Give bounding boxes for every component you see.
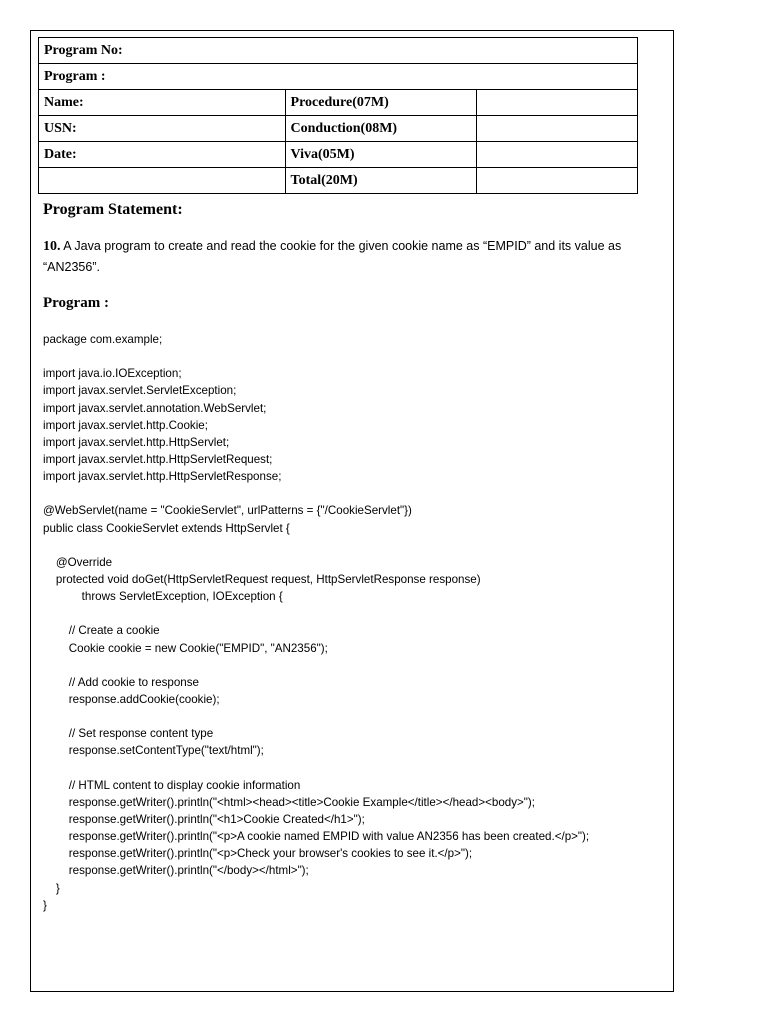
statement-number: 10. bbox=[43, 239, 61, 254]
code-line: package com.example; bbox=[43, 333, 163, 346]
code-line: public class CookieServlet extends HttpServlet { bbox=[43, 521, 290, 535]
program-no-row bbox=[39, 38, 638, 64]
code-line: import javax.servlet.http.HttpServlet; bbox=[43, 435, 230, 449]
code-line: import javax.servlet.ServletException; bbox=[43, 384, 237, 398]
code-line bbox=[43, 657, 663, 674]
code-line: response.addCookie(cookie); bbox=[43, 692, 220, 706]
code-line bbox=[43, 760, 663, 777]
code-line: @Override bbox=[43, 555, 113, 569]
name-row bbox=[39, 90, 638, 116]
code-line: // HTML content to display cookie information bbox=[43, 778, 301, 792]
code-line: import javax.servlet.http.HttpServletResponse; bbox=[43, 470, 282, 484]
date-row bbox=[39, 142, 638, 168]
code-line: throws ServletException, IOException { bbox=[43, 590, 283, 604]
code-line bbox=[43, 348, 663, 365]
total-label: Total(20M) bbox=[285, 168, 477, 194]
code-line: @WebServlet(name = "CookieServlet", urlPatterns = {"/CookieServlet"}) bbox=[43, 504, 412, 518]
code-listing bbox=[43, 331, 663, 914]
conduction-marks-cell bbox=[477, 116, 638, 142]
code-line: response.getWriter().println("<p>A cookie named EMPID with value AN2356 has been created.</p>"); bbox=[43, 830, 590, 844]
marks-header-table bbox=[38, 37, 638, 194]
code-line: Cookie cookie = new Cookie("EMPID", "AN2356"); bbox=[43, 641, 328, 655]
total-row bbox=[39, 168, 638, 194]
usn-row bbox=[39, 116, 638, 142]
procedure-label: Procedure(07M) bbox=[285, 90, 477, 116]
program-statement-heading: Program Statement: bbox=[43, 201, 183, 218]
code-line: import javax.servlet.annotation.WebServlet; bbox=[43, 401, 267, 415]
code-line: response.setContentType("text/html"); bbox=[43, 744, 264, 758]
date-label: Date: bbox=[39, 142, 286, 168]
code-line bbox=[43, 485, 663, 502]
program-heading: Program : bbox=[43, 295, 109, 311]
code-line: import java.io.IOException; bbox=[43, 367, 182, 381]
empty-cell bbox=[39, 168, 286, 194]
program-row bbox=[39, 64, 638, 90]
code-line bbox=[43, 605, 663, 622]
code-line: import javax.servlet.http.Cookie; bbox=[43, 418, 208, 432]
code-line: } bbox=[43, 881, 60, 895]
program-label: Program : bbox=[39, 64, 638, 90]
code-line: // Add cookie to response bbox=[43, 675, 199, 689]
conduction-label: Conduction(08M) bbox=[285, 116, 477, 142]
code-line: response.getWriter().println("<p>Check your browser's cookies to see it.</p>"); bbox=[43, 847, 473, 861]
usn-label: USN: bbox=[39, 116, 286, 142]
code-line: response.getWriter().println("<html><head><title>Cookie Example</title></head><body>"); bbox=[43, 795, 536, 809]
procedure-marks-cell bbox=[477, 90, 638, 116]
total-marks-cell bbox=[477, 168, 638, 194]
code-line: } bbox=[43, 898, 47, 912]
code-line bbox=[43, 537, 663, 554]
code-line: response.getWriter().println("<h1>Cookie Created</h1>"); bbox=[43, 812, 365, 826]
statement-body: A Java program to create and read the cookie for the given cookie name as “EMPID” and its value as “AN2356”. bbox=[43, 239, 622, 274]
code-line: response.getWriter().println("</body></html>"); bbox=[43, 864, 309, 878]
code-line: import javax.servlet.http.HttpServletRequest; bbox=[43, 452, 273, 466]
code-line bbox=[43, 708, 663, 725]
name-label: Name: bbox=[39, 90, 286, 116]
program-statement-text bbox=[43, 236, 663, 278]
viva-marks-cell bbox=[477, 142, 638, 168]
code-line: // Create a cookie bbox=[43, 624, 160, 638]
viva-label: Viva(05M) bbox=[285, 142, 477, 168]
code-line: // Set response content type bbox=[43, 727, 214, 741]
program-no-label: Program No: bbox=[39, 38, 638, 64]
code-line: protected void doGet(HttpServletRequest request, HttpServletResponse response) bbox=[43, 572, 481, 586]
